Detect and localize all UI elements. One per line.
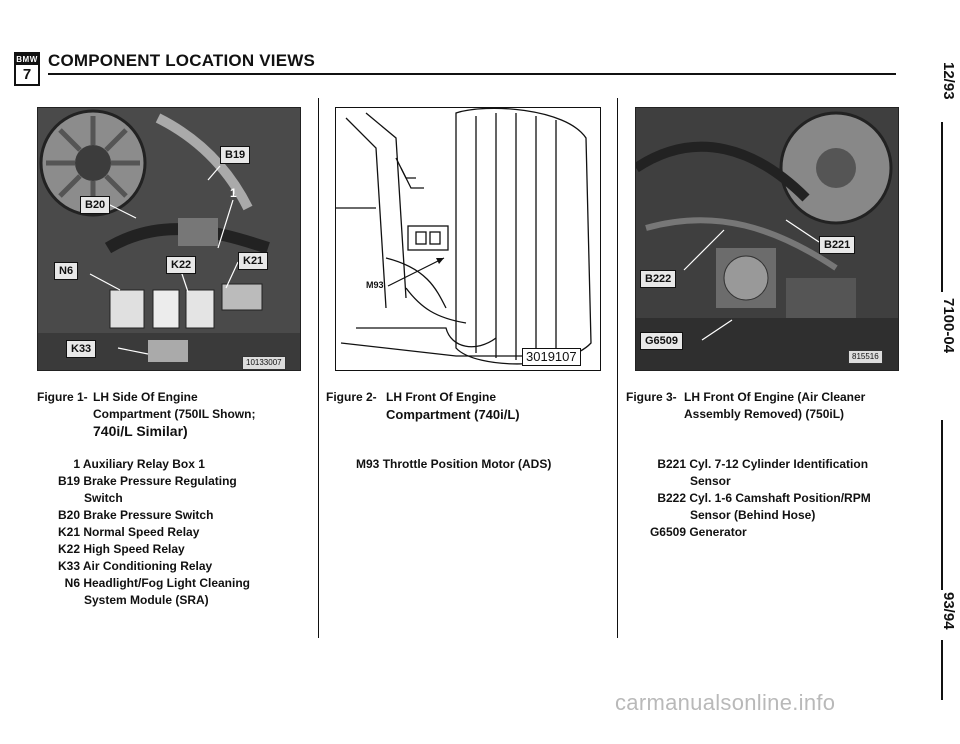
legend-item (640, 524, 920, 541)
figure1-callout: 1 (230, 186, 237, 200)
legend-text: Headlight/Fog Light Cleaning (83, 576, 250, 590)
column-divider-2 (617, 98, 618, 638)
legend-code: B221 (657, 457, 686, 471)
figure2-legend (356, 456, 606, 473)
figure3-label: Figure 3- (626, 390, 677, 404)
legend-text: High Speed Relay (83, 542, 185, 556)
figure2-label: Figure 2- (326, 390, 377, 404)
figure1-callout: N6 (54, 262, 78, 280)
legend-item-cont (50, 592, 310, 609)
legend-code: B222 (657, 491, 686, 505)
legend-item (50, 541, 310, 558)
legend-text: System Module (SRA) (84, 593, 209, 607)
figure3-callout: G6509 (640, 332, 683, 350)
figure3-stamp: 815516 (848, 350, 883, 364)
legend-text: Cyl. 1-6 Camshaft Position/RPM (689, 491, 871, 505)
legend-text: Sensor (Behind Hose) (690, 508, 816, 522)
figure1-legend (50, 456, 310, 609)
figure2-caption-line: LH Front Of Engine (386, 390, 496, 404)
side-section: 7100-04 (940, 298, 957, 354)
figure1-photo (37, 107, 301, 371)
legend-code: B20 (57, 508, 80, 522)
legend-text: Brake Pressure Switch (83, 508, 214, 522)
legend-item (640, 456, 920, 473)
engine-line-drawing (336, 108, 600, 370)
legend-text: Switch (84, 491, 123, 505)
header-rule (48, 73, 896, 75)
side-rule-bottom (941, 640, 943, 700)
figure1-label: Figure 1- (37, 390, 88, 404)
legend-text: Normal Speed Relay (83, 525, 200, 539)
legend-item (50, 507, 310, 524)
figure3-caption-line: LH Front Of Engine (Air Cleaner (684, 390, 866, 404)
legend-item-cont (640, 507, 920, 524)
figure1-callout: K22 (166, 256, 196, 274)
figure1-caption (37, 389, 307, 441)
legend-code: K33 (57, 559, 80, 573)
legend-item (50, 456, 310, 473)
figure3-legend (640, 456, 920, 541)
legend-item-cont (640, 473, 920, 490)
legend-code: K22 (57, 542, 80, 556)
legend-code: G6509 (649, 525, 686, 539)
figure1-callout: K21 (238, 252, 268, 270)
figure1-callout: B20 (80, 196, 110, 214)
figure2-caption-line: Compartment (740i/L) (386, 407, 520, 422)
legend-code: N6 (64, 576, 80, 590)
legend-item (50, 524, 310, 541)
engine-photo-illustration (636, 108, 898, 370)
legend-text: Sensor (690, 474, 731, 488)
legend-text: Auxiliary Relay Box 1 (82, 457, 205, 471)
legend-item-cont (50, 490, 310, 507)
column-divider-1 (318, 98, 319, 638)
side-range: 93/94 (940, 592, 957, 630)
logo-series: 7 (22, 66, 32, 83)
figure3-photo (635, 107, 899, 371)
figure1-stamp: 10133007 (242, 356, 286, 370)
legend-text: Throttle Position Motor (ADS) (382, 457, 552, 471)
legend-item (356, 456, 606, 473)
figure2-callout: M93 (366, 280, 384, 290)
figure2-stamp: 3019107 (522, 348, 581, 366)
side-rule-top (941, 122, 943, 292)
legend-code: 1 (73, 457, 80, 471)
legend-text: Cyl. 7-12 Cylinder Identification (689, 457, 869, 471)
figure3-caption (626, 389, 916, 423)
engine-photo-illustration (38, 108, 300, 370)
figure1-callout: B19 (220, 146, 250, 164)
figure1-caption-line: 740i/L Similar) (93, 423, 188, 439)
legend-item (50, 558, 310, 575)
legend-code: M93 (356, 457, 380, 471)
side-rule-middle (941, 420, 943, 590)
legend-code: K21 (57, 525, 80, 539)
side-date: 12/93 (940, 62, 957, 100)
legend-item (50, 575, 310, 592)
bmw-logo (14, 52, 40, 86)
figure3-callout: B222 (640, 270, 676, 288)
legend-item (640, 490, 920, 507)
legend-code: B19 (57, 474, 80, 488)
footer-watermark: carmanualsonline.info (615, 690, 836, 715)
figure3-caption-line: Assembly Removed) (750iL) (684, 407, 845, 421)
figure1-caption-line: LH Side Of Engine (93, 390, 198, 404)
legend-item (50, 473, 310, 490)
figure1-caption-line: Compartment (750IL Shown; (93, 407, 256, 421)
figure3-callout: B221 (819, 236, 855, 254)
legend-text: Air Conditioning Relay (82, 559, 213, 573)
figure2-caption (326, 389, 606, 424)
legend-text: Generator (689, 525, 747, 539)
page-title: COMPONENT LOCATION VIEWS (48, 51, 316, 70)
figure2-drawing (335, 107, 601, 371)
figure1-callout: K33 (66, 340, 96, 358)
logo-brand: BMW (16, 55, 38, 64)
legend-text: Brake Pressure Regulating (83, 474, 237, 488)
